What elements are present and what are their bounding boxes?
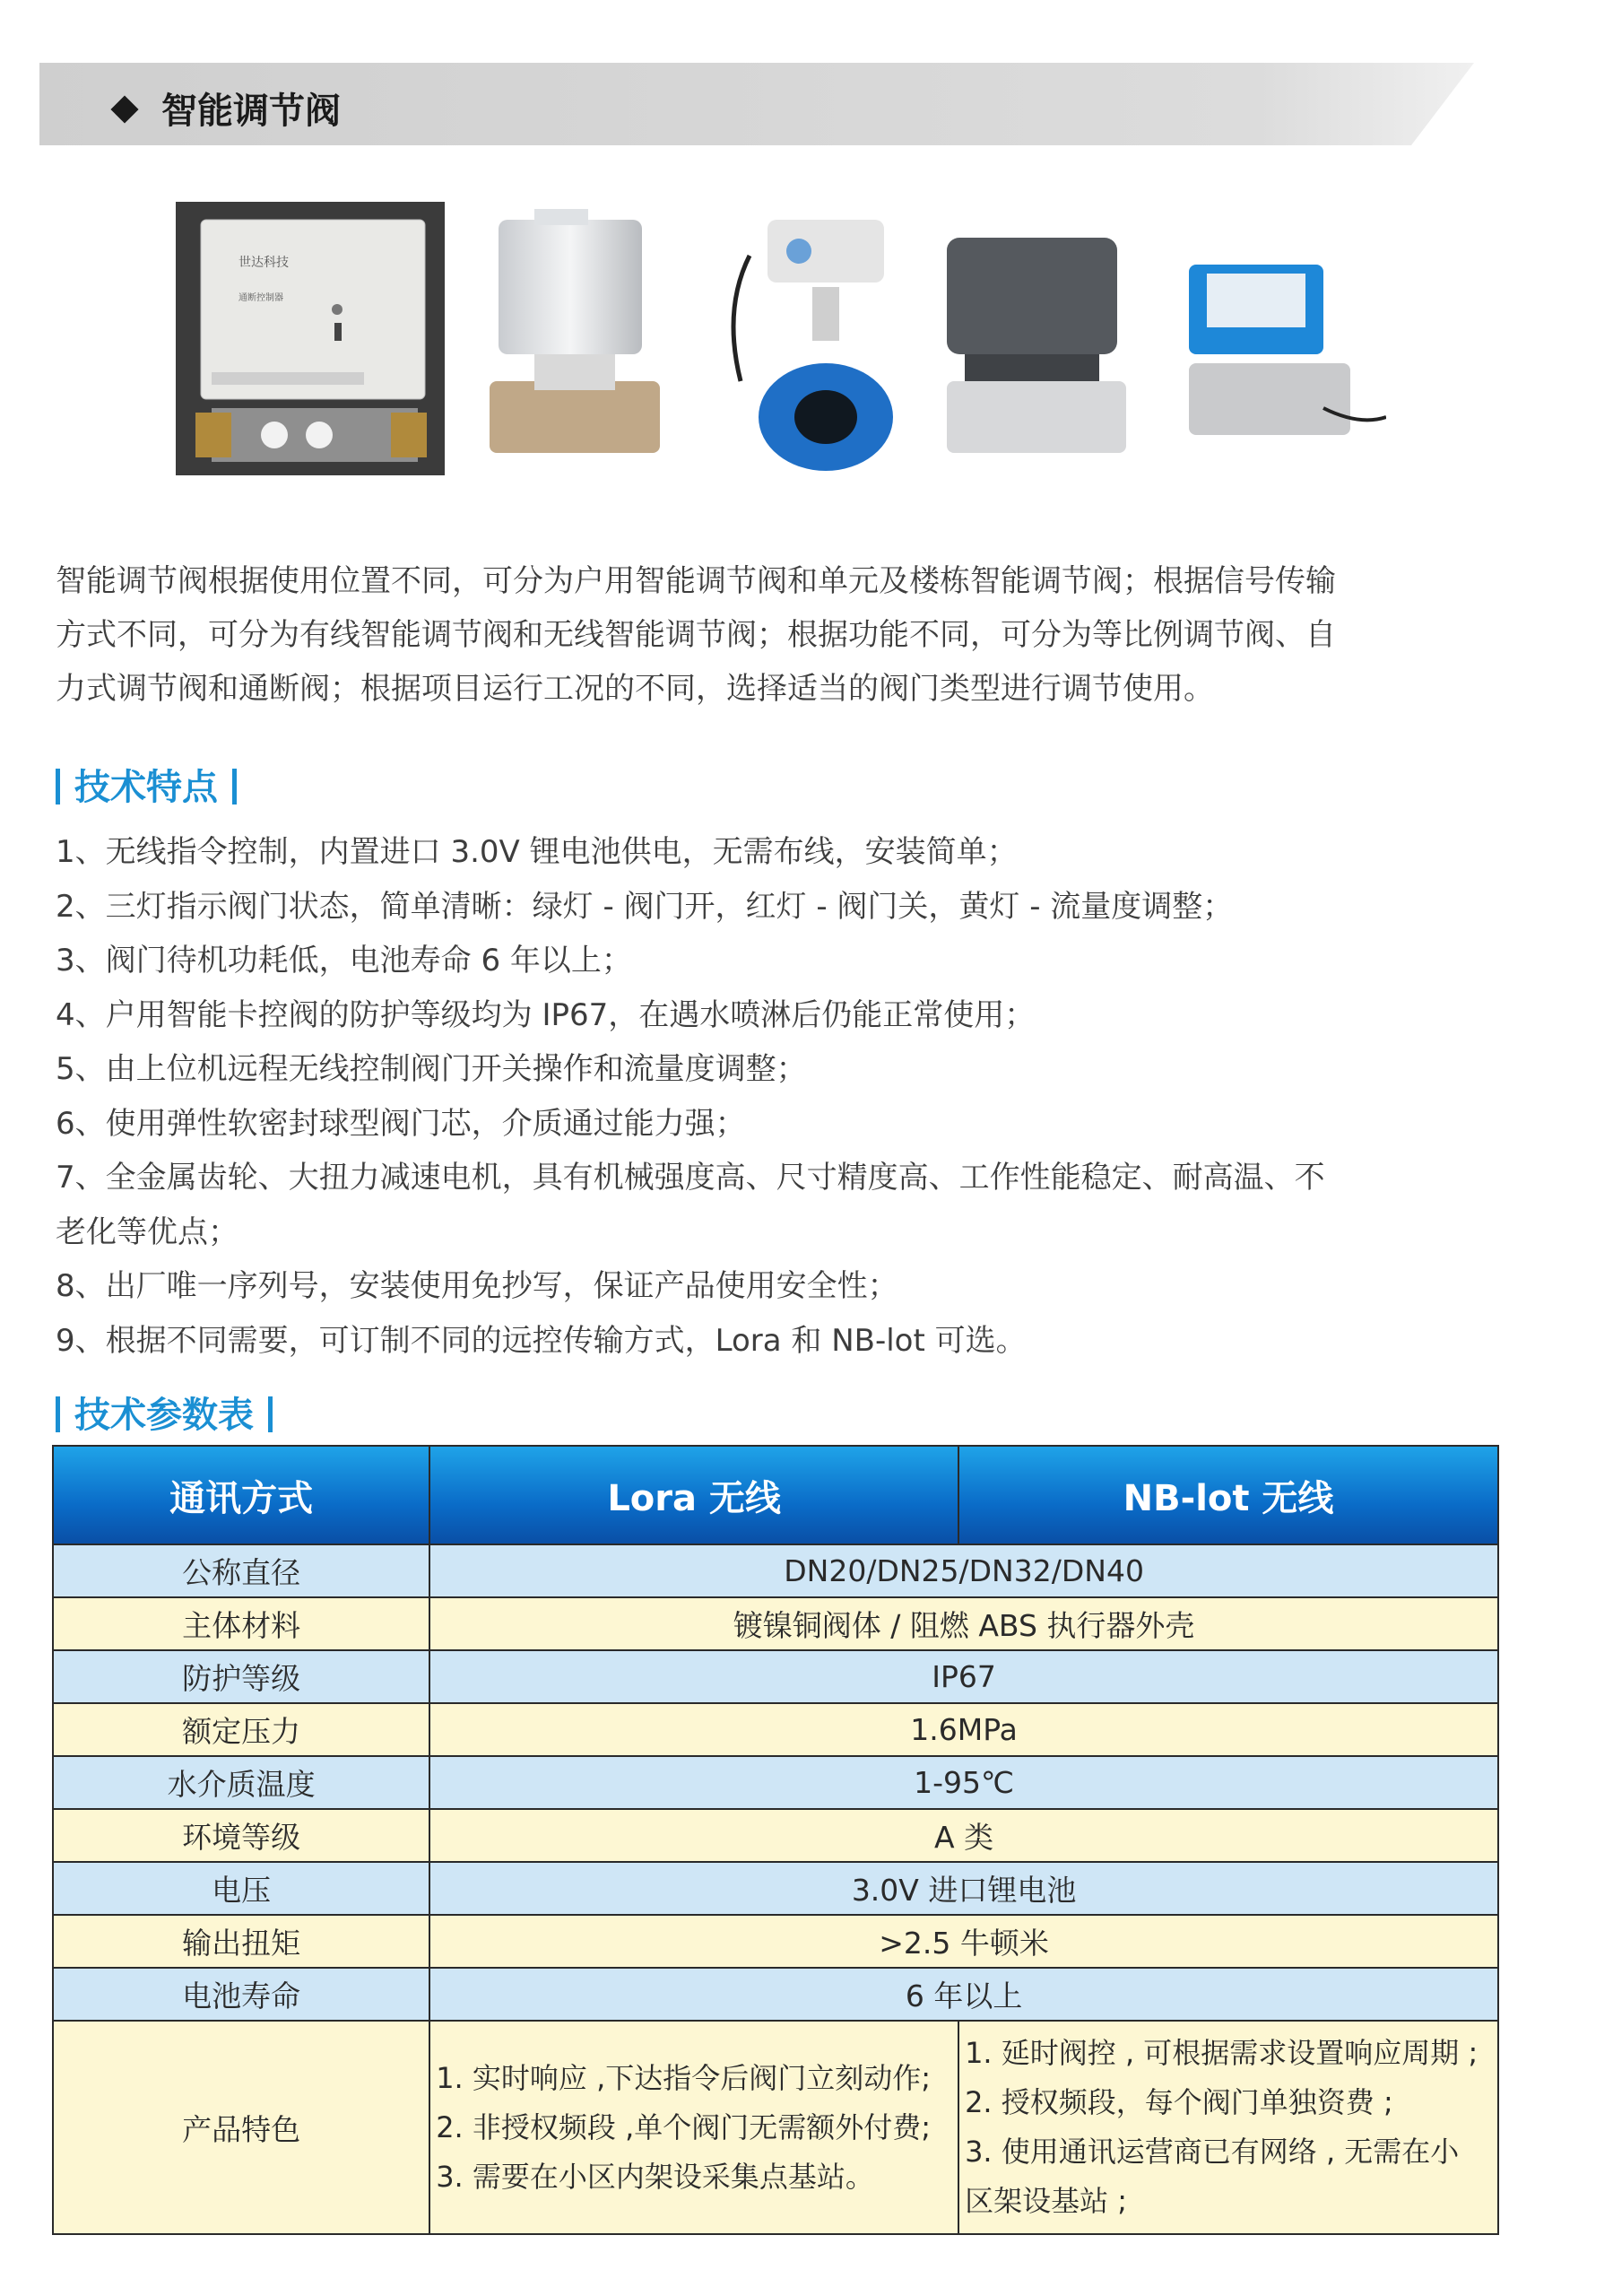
row-label: 水介质温度 [53, 1756, 429, 1809]
header-comm-method: 通讯方式 [53, 1446, 429, 1544]
features-title: 技术特点 [74, 767, 218, 808]
title-bar-right [232, 769, 237, 804]
parameter-table [52, 1445, 1499, 2235]
nb-feature-line: 2. 授权频段，每个阀门单独资费 ; [965, 2085, 1393, 2119]
header-nb-iot: NB-lot 无线 [958, 1446, 1498, 1544]
row-label: 产品特色 [53, 2021, 429, 2234]
params-section-title [56, 1387, 273, 1438]
feature-item: 9、根据不同需要，可订制不同的远控传输方式，Lora 和 NB-lot 可选。 [56, 1322, 1027, 1359]
page-title: 智能调节阀 [161, 91, 341, 132]
controller-model-text: 通断控制器 [238, 293, 283, 303]
row-value: 镀镍铜阀体 / 阻燃 ABS 执行器外壳 [429, 1597, 1498, 1650]
feature-item: 4、户用智能卡控阀的防护等级均为 IP67，在遇水喷淋后仍能正常使用； [56, 996, 1036, 1033]
intro-line: 智能调节阀根据使用位置不同，可分为户用智能调节阀和单元及楼栋智能调节阀；根据信号传输 [56, 563, 1336, 599]
row-value: 1.6MPa [429, 1703, 1498, 1756]
row-label: 电池寿命 [53, 1968, 429, 2021]
controller-brand-text: 世达科技 [238, 256, 289, 270]
page-title-row [115, 83, 341, 134]
row-value: 3.0V 进口锂电池 [429, 1862, 1498, 1915]
feature-item: 7、全金属齿轮、大扭力减速电机，具有机械强度高、尺寸精度高、工作性能稳定、耐高温、不 [56, 1160, 1325, 1196]
table-row [53, 1862, 1498, 1915]
title-bar-left [56, 769, 60, 804]
blue-actuator-valve-photo [1171, 202, 1386, 475]
params-title: 技术参数表 [74, 1395, 254, 1436]
intro-line: 力式调节阀和通断阀；根据项目运行工况的不同，选择适当的阀门类型进行调节使用。 [56, 671, 1214, 707]
title-banner [39, 63, 1474, 145]
features-list [56, 825, 1526, 1368]
table-header-row [53, 1446, 1498, 1544]
feature-item: 老化等优点； [56, 1213, 238, 1250]
feature-item: 8、出厂唯一序列号，安装使用免抄写，保证产品使用安全性； [56, 1268, 898, 1304]
feature-item: 1、无线指令控制，内置进口 3.0V 锂电池供电，无需布线，安装简单； [56, 834, 1018, 870]
butterfly-valve-photo [714, 202, 902, 475]
nb-feature-line: 区架设基站 ; [965, 2184, 1128, 2218]
nb-feature-line: 1. 延时阀控 , 可根据需求设置响应周期 ; [965, 2036, 1479, 2070]
row-label: 主体材料 [53, 1597, 429, 1650]
feature-item: 3、阀门待机功耗低，电池寿命 6 年以上； [56, 943, 632, 978]
row-label: 输出扭矩 [53, 1915, 429, 1968]
row-label: 环境等级 [53, 1809, 429, 1862]
table-row [53, 1597, 1498, 1650]
table-row [53, 1756, 1498, 1809]
row-value: IP67 [429, 1650, 1498, 1703]
row-label: 额定压力 [53, 1703, 429, 1756]
row-value: A 类 [429, 1809, 1498, 1862]
feature-item: 6、使用弹性软密封球型阀门芯，介质通过能力强； [56, 1105, 746, 1142]
table-row [53, 1809, 1498, 1862]
controller-box-photo [176, 202, 445, 475]
intro-line: 方式不同，可分为有线智能调节阀和无线智能调节阀；根据功能不同，可分为等比例调节阀、自 [56, 617, 1336, 653]
diamond-bullet-icon [110, 95, 138, 123]
table-row [53, 1544, 1498, 1597]
actuator-valve-photo [929, 202, 1135, 475]
lora-feature-line: 2. 非授权频段 ,单个阀门无需额外付费; [436, 2109, 932, 2144]
nb-feature-line: 3. 使用通讯运营商已有网络 , 无需在小 [965, 2135, 1460, 2169]
intro-paragraph [56, 554, 1490, 716]
lora-feature-line: 1. 实时响应 ,下达指令后阀门立刻动作; [436, 2060, 932, 2095]
header-lora: Lora 无线 [429, 1446, 958, 1544]
product-photos [176, 202, 1395, 480]
feature-item: 2、三灯指示阀门状态，简单清晰：绿灯 - 阀门开，红灯 - 阀门关，黄灯 - 流量度调整； [56, 888, 1234, 925]
lora-feature-line: 3. 需要在小区内架设采集点基站。 [436, 2159, 874, 2194]
row-value: DN20/DN25/DN32/DN40 [429, 1544, 1498, 1597]
title-bar-left [56, 1396, 60, 1432]
row-value: >2.5 牛顿米 [429, 1915, 1498, 1968]
row-value: 6 年以上 [429, 1968, 1498, 2021]
feature-item: 5、由上位机远程无线控制阀门开关操作和流量度调整； [56, 1051, 807, 1087]
row-label: 公称直径 [53, 1544, 429, 1597]
row-value: 1-95℃ [429, 1756, 1498, 1809]
title-bar-right [268, 1396, 273, 1432]
household-valve-photo [481, 202, 669, 475]
nb-iot-features-cell [958, 2021, 1498, 2234]
features-section-title [56, 759, 237, 810]
lora-features-cell [429, 2021, 958, 2234]
row-label: 电压 [53, 1862, 429, 1915]
table-row [53, 1915, 1498, 1968]
table-row [53, 1650, 1498, 1703]
table-row [53, 1703, 1498, 1756]
table-row [53, 1968, 1498, 2021]
row-label: 防护等级 [53, 1650, 429, 1703]
table-row-features [53, 2021, 1498, 2234]
